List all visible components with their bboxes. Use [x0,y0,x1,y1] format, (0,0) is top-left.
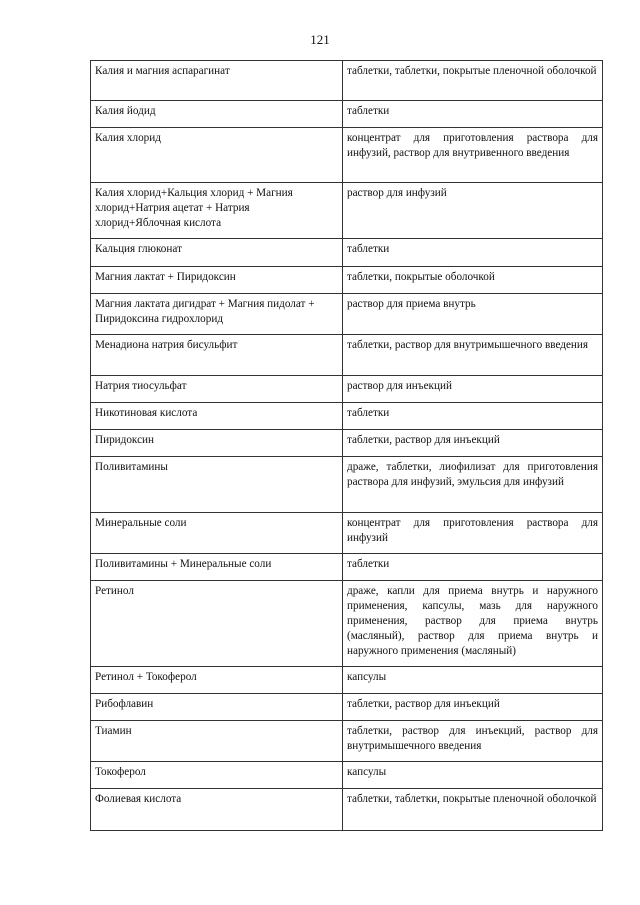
dosage-form-cell: таблетки, таблетки, покрытые пленочной оболочкой [343,61,603,101]
dosage-form-cell: раствор для инъекций [343,376,603,403]
table-row [91,335,603,376]
table-row [91,101,603,128]
dosage-form-cell: драже, таблетки, лиофилизат для приготовления раствора для инфузий, эмульсия для инфузий [343,457,603,513]
drug-name-cell: Ретинол [91,581,343,667]
table-row [91,267,603,294]
table-row [91,581,603,667]
drug-table-body [91,61,603,831]
table-row [91,294,603,335]
drug-name-cell: Тиамин [91,721,343,762]
table-row [91,513,603,554]
dosage-form-cell: таблетки [343,554,603,581]
page-number: 121 [310,32,330,47]
table-row [91,457,603,513]
dosage-form-cell: таблетки [343,403,603,430]
table-row [91,61,603,101]
table-row [91,403,603,430]
table-row [91,376,603,403]
table-row [91,430,603,457]
dosage-form-cell: раствор для инфузий [343,183,603,239]
drug-name-cell: Пиридоксин [91,430,343,457]
table-row [91,128,603,183]
dosage-form-cell: таблетки, таблетки, покрытые пленочной оболочкой [343,789,603,831]
drug-table [90,60,603,831]
drug-name-cell: Поливитамины + Минеральные соли [91,554,343,581]
dosage-form-cell: таблетки [343,101,603,128]
drug-name-cell: Рибофлавин [91,694,343,721]
table-row [91,239,603,267]
drug-name-cell: Натрия тиосульфат [91,376,343,403]
table-row [91,183,603,239]
drug-name-cell: Калия йодид [91,101,343,128]
dosage-form-cell: таблетки, раствор для инъекций [343,430,603,457]
dosage-form-cell: капсулы [343,762,603,789]
drug-name-cell: Менадиона натрия бисульфит [91,335,343,376]
drug-name-cell: Никотиновая кислота [91,403,343,430]
drug-name-cell: Кальция глюконат [91,239,343,267]
dosage-form-cell: таблетки [343,239,603,267]
drug-name-cell: Ретинол + Токоферол [91,667,343,694]
drug-name-cell: Калия и магния аспарагинат [91,61,343,101]
drug-name-cell: Магния лактата дигидрат + Магния пидолат + Пиридоксина гидрохлорид [91,294,343,335]
dosage-form-cell: драже, капли для приема внутрь и наружного применения, капсулы, мазь для наружного применения, раствор для приема внутрь (масляный), раствор для приема внутрь и наружного применения (масляный) [343,581,603,667]
table-row [91,762,603,789]
table-row [91,667,603,694]
dosage-form-cell: таблетки, раствор для инъекций, раствор для внутримышечного введения [343,721,603,762]
table-row [91,554,603,581]
drug-name-cell: Поливитамины [91,457,343,513]
table-row [91,694,603,721]
dosage-form-cell: таблетки, раствор для внутримышечного введения [343,335,603,376]
drug-name-cell: Калия хлорид+Кальция хлорид + Магния хлорид+Натрия ацетат + Натрия хлорид+Яблочная кислота [91,183,343,239]
drug-name-cell: Токоферол [91,762,343,789]
table-row [91,721,603,762]
dosage-form-cell: таблетки, раствор для инъекций [343,694,603,721]
table-row [91,789,603,831]
drug-name-cell: Фолиевая кислота [91,789,343,831]
dosage-form-cell: концентрат для приготовления раствора для инфузий [343,513,603,554]
drug-name-cell: Магния лактат + Пиридоксин [91,267,343,294]
dosage-form-cell: концентрат для приготовления раствора для инфузий, раствор для внутривенного введения [343,128,603,183]
drug-name-cell: Калия хлорид [91,128,343,183]
drug-name-cell: Минеральные соли [91,513,343,554]
dosage-form-cell: таблетки, покрытые оболочкой [343,267,603,294]
dosage-form-cell: раствор для приема внутрь [343,294,603,335]
dosage-form-cell: капсулы [343,667,603,694]
